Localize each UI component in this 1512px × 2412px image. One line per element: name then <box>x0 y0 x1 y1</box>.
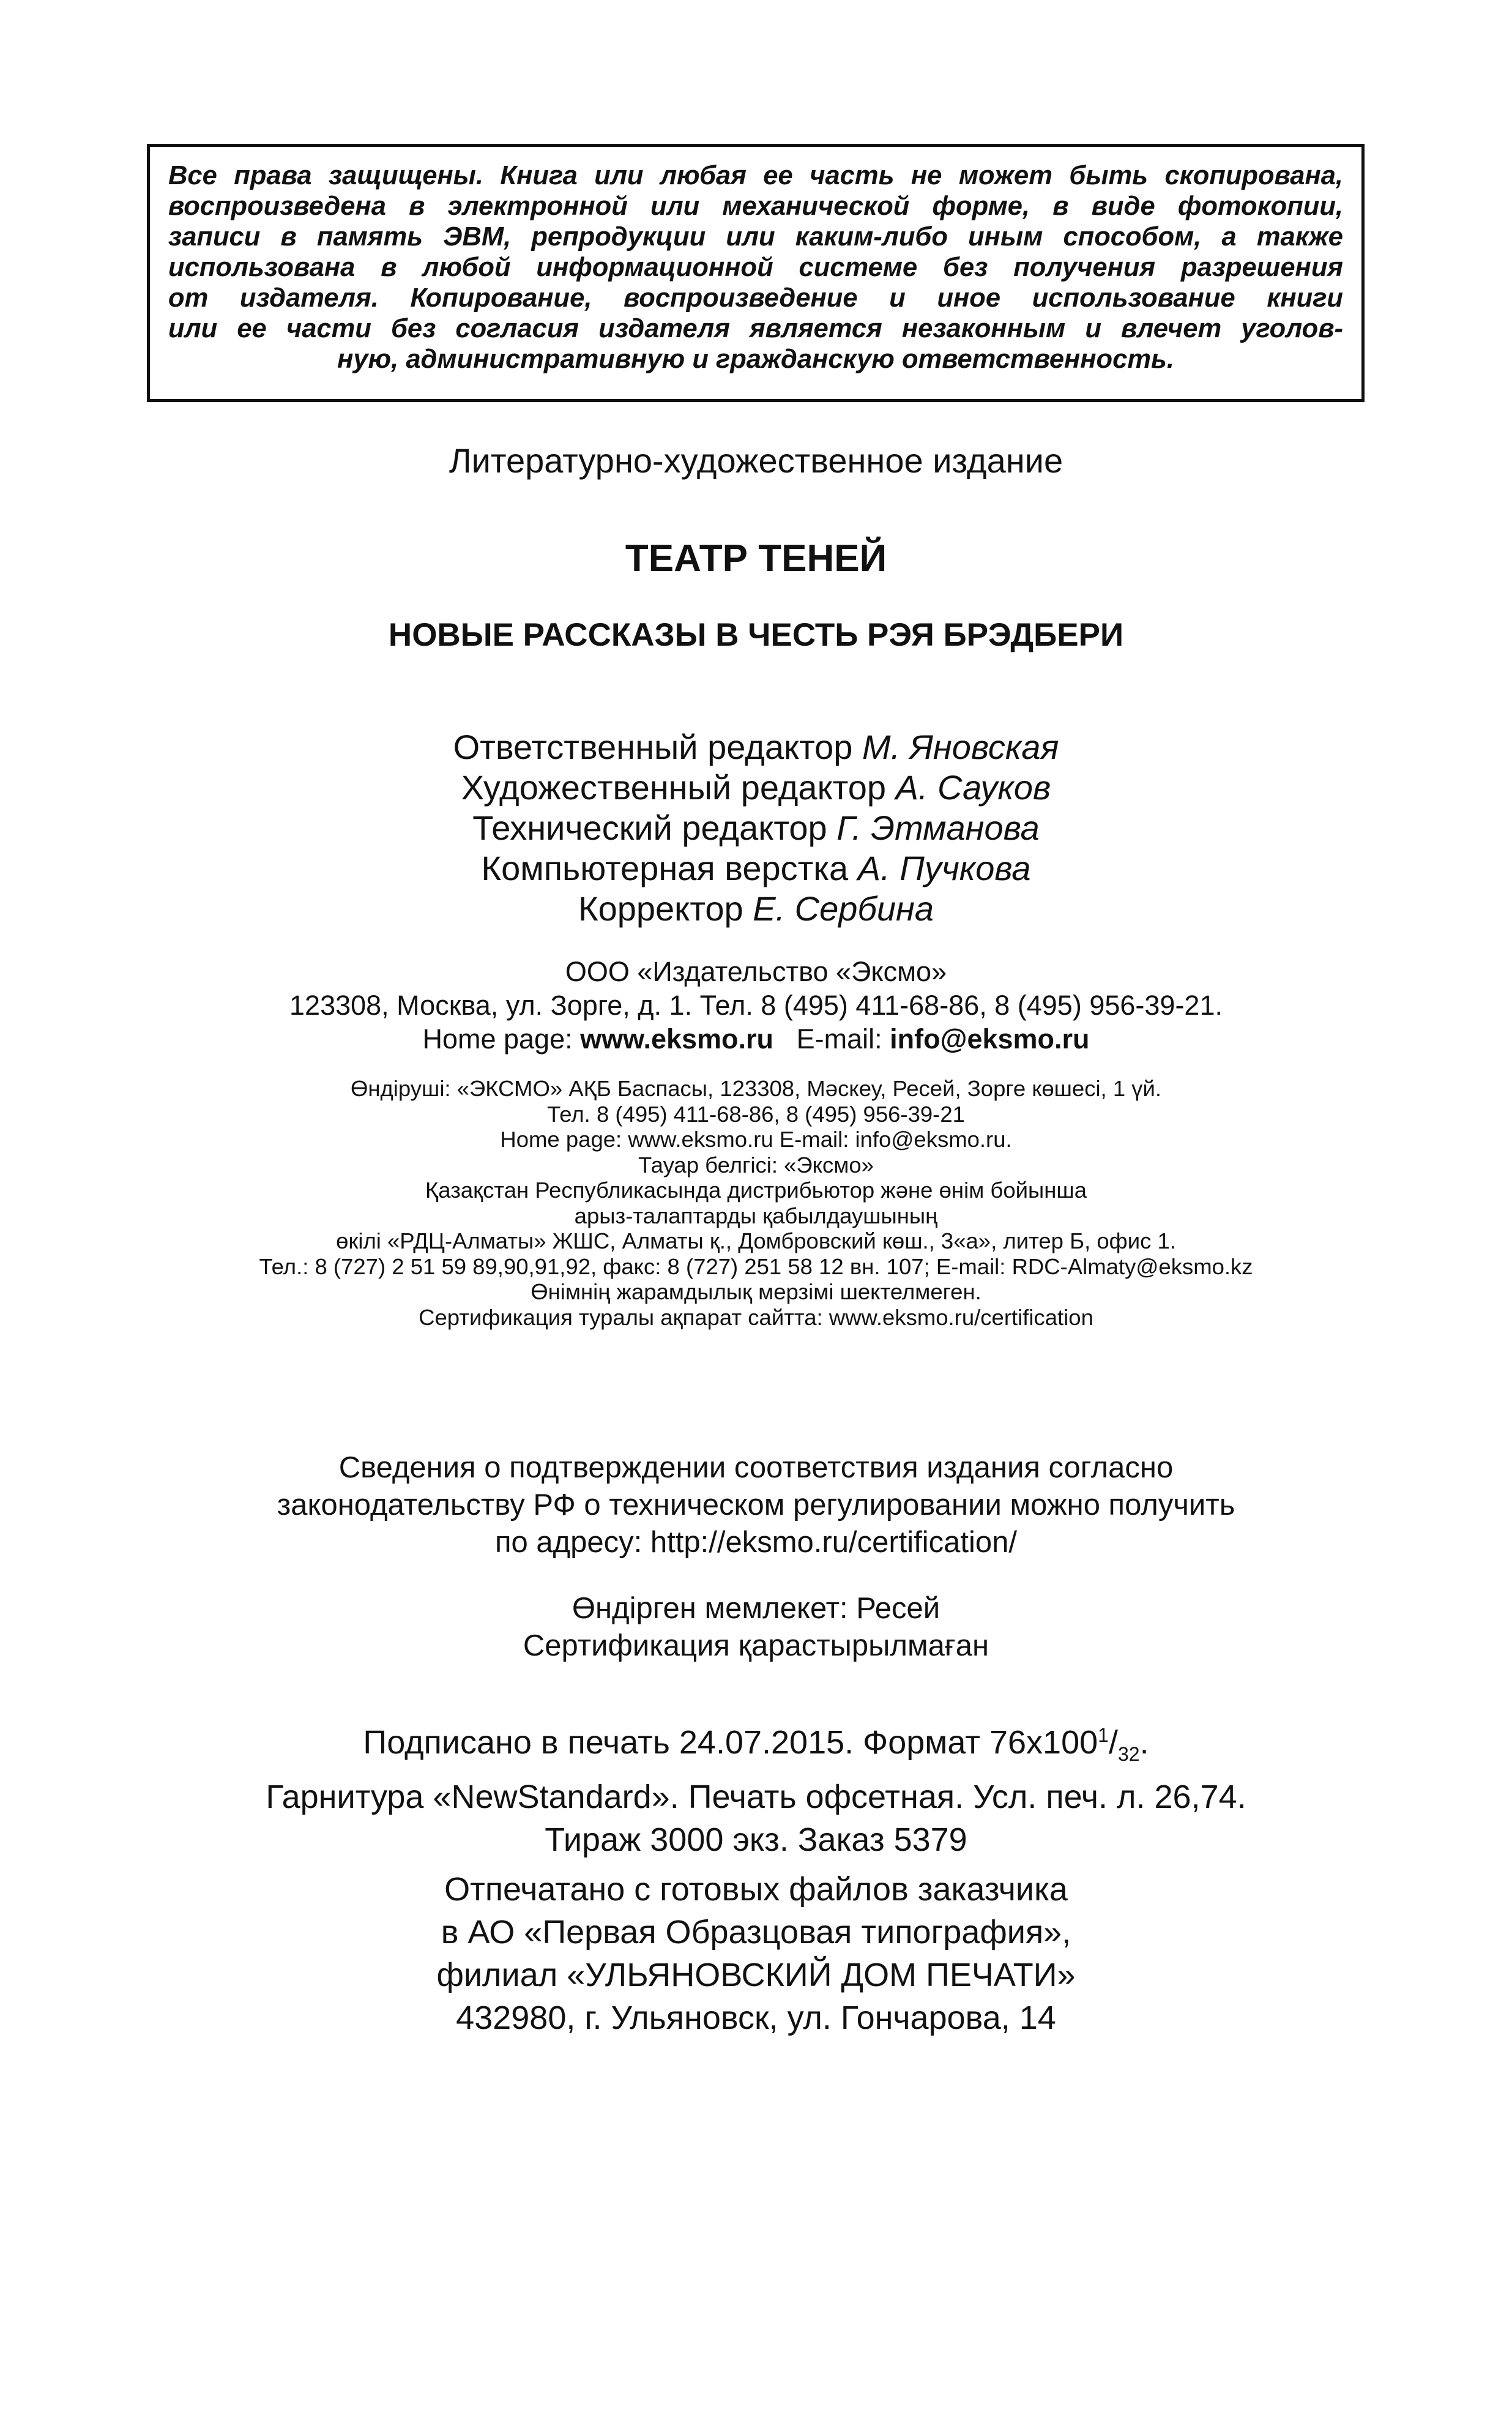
publisher-name: ООО «Издательство «Эксмо» <box>565 956 947 987</box>
print-details <box>0 1714 1512 1861</box>
format-denominator: 32 <box>1117 1742 1140 1765</box>
origin-notice <box>0 1590 1512 1665</box>
home-page-label: Home page: <box>422 1023 573 1055</box>
certification-line: Сведения о подтверждении соответствия издания согласно <box>338 1451 1174 1484</box>
origin-line: Өндірген мемлекет: Ресей <box>572 1592 940 1625</box>
format-numerator: 1 <box>1098 1724 1109 1746</box>
certification-line: законодательству РФ о техническом регулировании можно получить <box>277 1488 1235 1522</box>
edition-genre: Литературно-художественное издание <box>449 441 1063 480</box>
publisher-info <box>0 955 1512 1056</box>
credit-person: М. Яновская <box>862 728 1059 766</box>
credit-line <box>0 889 1512 929</box>
kz-line: өкілі «РДЦ-Алматы» ЖШС, Алматы қ., Домбровский көш., 3«а», литер Б, офис 1. <box>336 1228 1176 1253</box>
print-typeface-line: Гарнитура «NewStandard». Печать офсетная. Усл. печ. л. 26,74. <box>266 1778 1246 1815</box>
kz-line: Тауар белгісі: «Эксмо» <box>638 1152 874 1178</box>
credit-line <box>0 727 1512 767</box>
printer-info <box>0 1868 1512 2039</box>
kz-line: арыз-талаптарды қабылдаушының <box>574 1203 938 1228</box>
credit-role: Художественный редактор <box>461 768 887 807</box>
kz-line: Қазақстан Республикасында дистрибьютор және өнім бойынша <box>425 1178 1087 1203</box>
certification-notice <box>0 1449 1512 1561</box>
credit-person: А. Сауков <box>895 768 1051 807</box>
credit-person: Е. Сербина <box>753 889 934 928</box>
print-signed-line: Подписано в печать 24.07.2015. Формат $76х100^1/_{32}$. <box>363 1724 1149 1765</box>
copyright-line: воспроизведена в электронной или механической форме, в виде фотокопии, <box>168 192 1343 221</box>
format-end: . <box>1139 1724 1149 1761</box>
kz-line: Тел.: 8 (727) 2 51 59 89,90,91,92, факс: 8 (727) 251 58 12 вн. 107; E-mail: RDC-Almaty@eksmo.kz <box>259 1253 1253 1279</box>
copyright-line: использована в любой информационной системе без получения разрешения <box>168 253 1343 282</box>
printer-line: филиал «УЛЬЯНОВСКИЙ ДОМ ПЕЧАТИ» <box>436 1957 1076 1993</box>
credit-line <box>0 767 1512 808</box>
publisher-address: 123308, Москва, ул. Зорге, д. 1. Тел. 8 (495) 411-68-86, 8 (495) 956-39-21. <box>289 990 1223 1021</box>
kz-line: Өндіруші: «ЭКСМО» АҚБ Баспасы, 123308, Мәскеу, Ресей, Зорге көшесі, 1 үй. <box>350 1076 1162 1101</box>
credit-role: Технический редактор <box>472 808 827 847</box>
credit-person: А. Пучкова <box>857 849 1031 887</box>
copyright-line: Все права защищены. Книга или любая ее часть не может быть скопирована, <box>168 161 1343 190</box>
print-run-line: Тираж 3000 экз. Заказ 5379 <box>545 1821 967 1858</box>
printer-line: Отпечатано с готовых файлов заказчика <box>444 1871 1068 1908</box>
home-page-link[interactable]: www.eksmo.ru <box>580 1023 774 1055</box>
credit-role: Компьютерная верстка <box>481 849 849 887</box>
credit-line <box>0 808 1512 848</box>
print-signed-text: Подписано в печать 24.07.2015. Формат 76х100 <box>363 1724 1098 1761</box>
editorial-credits <box>0 727 1512 929</box>
copyright-notice-box <box>147 144 1365 402</box>
copyright-line: ную, административную и гражданскую ответственность. <box>337 345 1174 374</box>
kz-line: Тел. 8 (495) 411-68-86, 8 (495) 956-39-21 <box>547 1101 965 1127</box>
email-label: E-mail: <box>796 1023 882 1055</box>
printer-line: в АО «Первая Образцовая типография», <box>441 1914 1071 1951</box>
book-subtitle: НОВЫЕ РАССКАЗЫ В ЧЕСТЬ РЭЯ БРЭДБЕРИ <box>388 617 1124 653</box>
credit-role: Корректор <box>578 889 743 928</box>
publisher-contacts <box>0 1022 1512 1056</box>
credit-role: Ответственный редактор <box>453 728 853 766</box>
kazakh-manufacturer-info <box>0 1076 1512 1330</box>
credit-line <box>0 848 1512 889</box>
origin-line: Сертификация қарастырылмаған <box>523 1629 989 1662</box>
email-link[interactable]: info@eksmo.ru <box>890 1023 1090 1055</box>
kz-line: Сертификация туралы ақпарат сайтта: www.eksmo.ru/certification <box>419 1304 1093 1330</box>
printer-line: 432980, г. Ульяновск, ул. Гончарова, 14 <box>456 1999 1056 2036</box>
credit-person: Г. Этманова <box>836 808 1040 847</box>
book-title: ТЕАТР ТЕНЕЙ <box>625 537 887 580</box>
copyright-line: или ее части без согласия издателя является незаконным и влечет уголов- <box>168 314 1343 343</box>
kz-line: Өнімнің жарамдылық мерзімі шектелмеген. <box>531 1279 981 1304</box>
kz-line: Home page: www.eksmo.ru E-mail: info@eksmo.ru. <box>500 1127 1012 1152</box>
copyright-line: записи в память ЭВМ, репродукции или каким-либо иным способом, а также <box>168 222 1343 252</box>
copyright-line: от издателя. Копирование, воспроизведение и иное использование книги <box>168 283 1343 313</box>
certification-line: по адресу: http://eksmo.ru/certification/ <box>494 1526 1018 1559</box>
